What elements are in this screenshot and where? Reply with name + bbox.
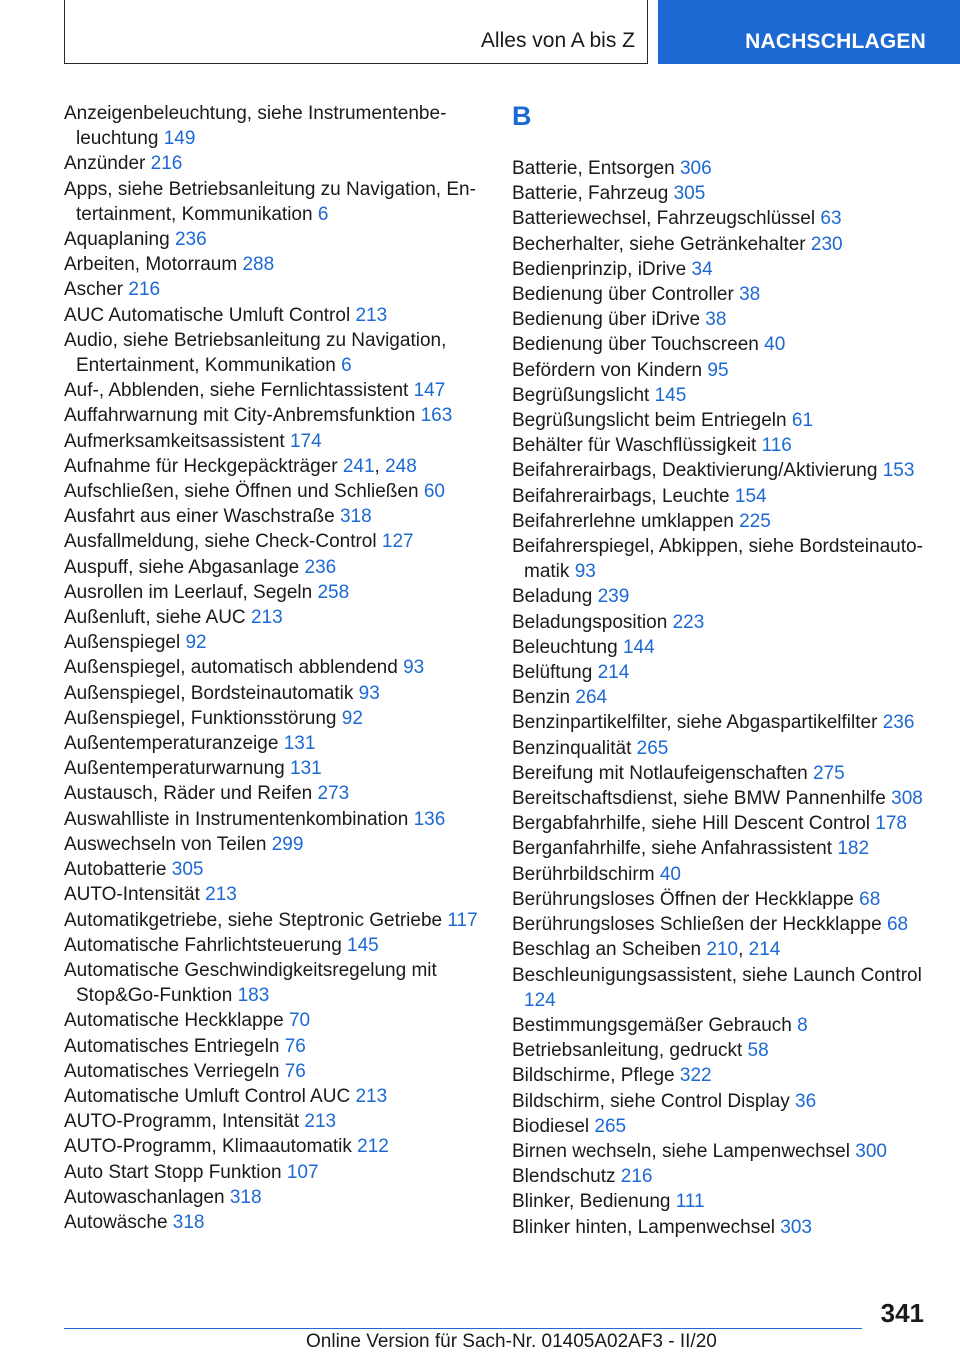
index-entry-text: Außenspiegel	[64, 632, 181, 654]
page-reference-link[interactable]: 239	[597, 586, 630, 608]
index-entry-text: Beifahrerlehne umklappen	[512, 510, 734, 532]
index-letter-heading: B	[512, 101, 532, 131]
page-reference-link[interactable]: 131	[290, 758, 322, 780]
index-entry	[64, 1210, 484, 1235]
index-entry-text: Berganfahrhilfe, siehe Anfahrassistent	[512, 838, 833, 860]
index-entry	[64, 1134, 484, 1159]
page-reference-link[interactable]: 124	[524, 989, 556, 1011]
page-reference-link[interactable]: 288	[242, 254, 275, 276]
index-entry-text: Bereifung mit Notlaufeigenschaften	[512, 762, 808, 784]
page-reference-link[interactable]: 117	[447, 909, 478, 931]
index-entry-text: Bildschirme, Pflege	[512, 1065, 675, 1087]
index-entry-text: AUTO-Programm, Intensität	[64, 1111, 300, 1133]
index-entry	[64, 655, 484, 680]
index-entry: Aufnahme für Heckgepäckträger 241, 248	[64, 455, 417, 477]
index-entry	[64, 1034, 484, 1059]
page-reference-link[interactable]: 93	[403, 657, 425, 679]
index-entry	[64, 857, 484, 882]
index-entry-list	[512, 156, 932, 1240]
index-entry-text: Benzinqualität	[512, 737, 632, 759]
index-entry	[512, 257, 932, 282]
index-entry	[512, 156, 932, 181]
index-column-right	[512, 99, 932, 1240]
index-entry	[512, 1215, 932, 1240]
index-entry-text: Befördern von Kindern	[512, 359, 703, 381]
page-reference-link[interactable]: 216	[620, 1166, 653, 1188]
index-entry	[64, 1059, 484, 1084]
index-entry	[64, 1109, 484, 1134]
index-entry	[512, 458, 932, 483]
page-reference-link[interactable]: 92	[341, 707, 363, 729]
page-reference-link[interactable]: 264	[575, 687, 608, 709]
index-entry	[512, 685, 932, 710]
page-reference-link[interactable]: 213	[205, 884, 237, 906]
page-reference-link[interactable]: 210	[706, 939, 739, 961]
page-reference-link[interactable]: 63	[820, 208, 842, 230]
page-reference-link[interactable]: 273	[317, 783, 350, 805]
page-reference-link[interactable]: 299	[271, 833, 304, 855]
index-entry	[64, 504, 484, 529]
page-reference-link[interactable]: 182	[837, 838, 870, 860]
page-reference-link[interactable]: 36	[795, 1090, 817, 1112]
index-entry	[64, 681, 484, 706]
index-entry-text: Außenspiegel, Bordsteinautomatik	[64, 682, 354, 704]
index-entry-text: Beschlag an Scheiben	[512, 939, 702, 961]
page-reference-link[interactable]: 303	[780, 1216, 812, 1238]
index-entry-text: Autobatterie	[64, 859, 167, 881]
index-entry-text: Batteriewechsel, Fahrzeugschlüssel	[512, 208, 816, 230]
page-reference-link[interactable]: 236	[174, 229, 207, 251]
page-reference-link[interactable]: 300	[855, 1140, 887, 1162]
index-entry	[512, 584, 932, 609]
index-entry	[64, 756, 484, 781]
index-entry	[512, 358, 932, 383]
index-entry-text: Beifahrerairbags, Leuchte	[512, 485, 730, 507]
index-entry-text: AUTO-Intensität	[64, 884, 200, 906]
index-entry	[512, 1089, 932, 1114]
index-entry-text: Auffahrwarnung mit City-Anbremsfunktion	[64, 405, 416, 427]
page-reference-link[interactable]: 154	[734, 485, 767, 507]
footer-divider	[64, 1328, 862, 1329]
index-entry	[512, 383, 932, 408]
index-entry-text: Becherhalter, siehe Getränkehalter	[512, 233, 806, 255]
index-entry	[64, 177, 484, 227]
page-reference-link[interactable]: 258	[317, 581, 350, 603]
index-entry	[512, 232, 932, 257]
index-entry	[64, 882, 484, 907]
index-entry: Beschlag an Scheiben 210, 214	[512, 939, 781, 961]
page-reference-link[interactable]: 223	[672, 611, 705, 633]
page-reference-link[interactable]: 308	[891, 788, 923, 810]
page-reference-link[interactable]: 8	[797, 1014, 808, 1036]
page-reference-link[interactable]: 183	[237, 985, 270, 1007]
index-entry-text: Beifahrerairbags, Deaktivierung/Aktivierung	[512, 460, 878, 482]
index-entry-text: Auspuff, siehe Abgasanlage	[64, 556, 300, 578]
page-reference-link[interactable]: 61	[791, 410, 814, 432]
index-entry-text: Automatische Heckklappe	[64, 1010, 284, 1032]
index-entry-text: Betriebsanleitung, gedruckt	[512, 1040, 743, 1062]
page-reference-link[interactable]: 60	[423, 481, 445, 503]
index-entry	[512, 1139, 932, 1164]
index-entry	[512, 610, 932, 635]
index-entry	[512, 206, 932, 231]
index-entry-text: Batterie, Entsorgen	[512, 158, 675, 179]
index-entry	[512, 761, 932, 786]
index-entry	[64, 227, 484, 252]
index-entry	[512, 484, 932, 509]
index-entry	[64, 933, 484, 958]
page-reference-link[interactable]: 38	[705, 309, 727, 331]
index-entry-text: Beleuchtung	[512, 636, 618, 658]
index-entry	[512, 1038, 932, 1063]
page-reference-link[interactable]: 216	[150, 153, 183, 175]
index-entry-text: Beladung	[512, 586, 593, 608]
page-reference-link[interactable]: 38	[739, 284, 761, 306]
page-reference-link[interactable]: 116	[761, 435, 792, 457]
index-entry	[64, 101, 484, 151]
index-entry-text: Birnen wechseln, siehe Lampenwechsel	[512, 1140, 850, 1162]
page-reference-link[interactable]: 153	[882, 460, 915, 482]
page-reference-link[interactable]: 107	[286, 1161, 319, 1183]
index-entry-text: AUC Automatische Umluft Control	[64, 304, 351, 326]
index-entry-text: Ausfahrt aus einer Waschstraße	[64, 506, 335, 528]
index-entry	[64, 277, 484, 302]
online-version-note: Online Version für Sach-Nr. 01405A02AF3 - II/20	[306, 1331, 717, 1352]
index-entry-text: Außentemperaturanzeige	[64, 733, 279, 755]
page-reference-link[interactable]: 305	[171, 859, 204, 881]
page-reference-link[interactable]: 318	[339, 506, 372, 528]
index-entry-text: Blinker hinten, Lampenwechsel	[512, 1216, 775, 1238]
page-reference-link[interactable]: 305	[673, 183, 706, 205]
index-entry-text: Ausrollen im Leerlauf, Segeln	[64, 581, 313, 603]
index-entry-text: Automatisches Verriegeln	[64, 1060, 280, 1082]
index-entry	[512, 282, 932, 307]
index-entry-text: Anzünder	[64, 153, 146, 175]
index-entry-text: Automatikgetriebe, siehe Steptronic Getriebe	[64, 909, 443, 931]
index-entry	[64, 958, 484, 1008]
page-reference-link[interactable]: 236	[882, 712, 915, 734]
index-entry-text: AUTO-Programm, Klimaautomatik	[64, 1136, 352, 1158]
page-reference-link[interactable]: 248	[385, 455, 417, 477]
page-reference-link[interactable]: 6	[341, 355, 352, 377]
index-entry-text: Automatische Fahrlichtsteuerung	[64, 934, 342, 956]
page-reference-link[interactable]: 213	[355, 304, 388, 326]
index-entry-text: Audio, siehe Betriebsanleitung zu Navigation, Entertainment, Kommunikation	[64, 329, 447, 377]
index-entry	[64, 908, 484, 933]
page-reference-link[interactable]: 216	[128, 279, 161, 301]
index-entry	[64, 529, 484, 554]
index-entry-text: Autowaschanlagen	[64, 1186, 225, 1208]
page-reference-link[interactable]: 68	[859, 888, 881, 910]
index-entry-text: Außenspiegel, Funktionsstörung	[64, 707, 337, 729]
index-entry	[512, 635, 932, 660]
index-entry-text: Auswahlliste in Instrumentenkombination	[64, 808, 409, 830]
page-reference-link[interactable]: 265	[636, 737, 669, 759]
index-entry	[512, 862, 932, 887]
page-reference-link[interactable]: 58	[747, 1040, 769, 1062]
chapter-tab[interactable]	[658, 0, 960, 64]
index-entry-text: Aufschließen, siehe Öffnen und Schließen	[64, 481, 419, 503]
index-entry-text: Ausfallmeldung, siehe Check-Control	[64, 531, 377, 553]
page-reference-link[interactable]: 145	[347, 934, 379, 956]
index-entry-text: Benzinpartikelfilter, siehe Abgaspartikelfilter	[512, 712, 878, 734]
index-entry-text: Autowäsche	[64, 1211, 168, 1233]
index-entry	[512, 1063, 932, 1088]
index-entry	[512, 887, 932, 912]
index-entry	[512, 534, 932, 584]
index-entry	[512, 912, 932, 937]
index-entry-text: Außenluft, siehe AUC	[64, 607, 246, 629]
page-reference-link[interactable]: 318	[229, 1186, 262, 1208]
index-entry-text: Außenspiegel, automatisch abblendend	[64, 657, 398, 679]
page-reference-link[interactable]: 147	[413, 380, 446, 402]
index-entry-text: Behälter für Waschflüssigkeit	[512, 435, 757, 457]
page-reference-link[interactable]: 40	[659, 863, 681, 885]
index-entry-text: Begrüßungslicht beim Entriegeln	[512, 410, 787, 432]
index-entry	[512, 963, 932, 1013]
page-reference-link[interactable]: 322	[679, 1065, 712, 1087]
page-reference-link[interactable]: 230	[810, 233, 843, 255]
index-entry-text: Bedienung über Controller	[512, 284, 734, 306]
index-entry	[512, 786, 932, 811]
index-entry	[64, 479, 484, 504]
index-entry-text: Blendschutz	[512, 1166, 616, 1188]
page-reference-link[interactable]: 145	[654, 384, 687, 406]
index-entry	[512, 408, 932, 433]
index-entry	[64, 429, 484, 454]
index-entry	[512, 736, 932, 761]
page-reference-link[interactable]: 144	[622, 636, 655, 658]
index-entry-text: Batterie, Fahrzeug	[512, 183, 669, 205]
page-reference-link[interactable]: 213	[304, 1111, 337, 1133]
page-number: 341	[880, 1298, 924, 1328]
index-entry	[512, 1114, 932, 1139]
page-reference-link[interactable]: 149	[163, 128, 196, 150]
index-entry-text: Apps, siehe Betriebsanleitung zu Navigation, Entertainment, Kommunikation	[64, 178, 476, 225]
index-entry	[512, 307, 932, 332]
header-frame	[64, 0, 648, 64]
index-entry	[64, 605, 484, 630]
index-entry	[64, 630, 484, 655]
index-entry	[64, 580, 484, 605]
index-entry-text: Bildschirm, siehe Control Display	[512, 1090, 790, 1112]
page-reference-link[interactable]: 212	[357, 1136, 389, 1158]
page-reference-link[interactable]: 265	[594, 1115, 627, 1137]
page-reference-link[interactable]: 6	[317, 203, 329, 225]
index-entry	[64, 378, 484, 403]
index-entry	[64, 832, 484, 857]
index-entry-text: Anzeigenbeleuchtung, siehe Instrumentenbeleuchtung	[64, 103, 447, 150]
index-entry-text: Aufnahme für Heckgepäckträger	[64, 455, 338, 477]
index-entry	[64, 403, 484, 428]
index-entry	[512, 1164, 932, 1189]
index-entry-text: Außentemperaturwarnung	[64, 758, 285, 780]
index-entry	[512, 1013, 932, 1038]
index-entry-text: Bedienung über iDrive	[512, 309, 701, 331]
page-reference-link[interactable]: 214	[748, 939, 781, 961]
index-entry-text: Automatische Umluft Control AUC	[64, 1085, 351, 1107]
index-entry	[512, 811, 932, 836]
page-reference-link[interactable]: 225	[739, 510, 771, 532]
index-entry-text: Beladungsposition	[512, 611, 668, 633]
index-entry-text: Ascher	[64, 279, 124, 301]
index-entry	[512, 1189, 932, 1214]
page-reference-link[interactable]: 306	[679, 158, 712, 179]
index-entry	[64, 328, 484, 378]
index-entry	[64, 303, 484, 328]
page-reference-link[interactable]: 111	[675, 1191, 705, 1213]
index-entry	[512, 710, 932, 735]
page-reference-link[interactable]: 70	[288, 1010, 311, 1032]
index-entry	[64, 151, 484, 176]
page-reference-link[interactable]: 93	[358, 682, 380, 704]
page-reference-link[interactable]: 178	[875, 813, 907, 835]
page-reference-link[interactable]: 93	[574, 561, 596, 583]
index-entry	[64, 731, 484, 756]
index-entry-text: Berührbildschirm	[512, 863, 655, 885]
index-entry	[512, 181, 932, 206]
index-entry-text: Beifahrerspiegel, Abkippen, siehe Bordsteinautomatik	[512, 536, 923, 583]
page-reference-link[interactable]: 95	[707, 359, 729, 381]
index-entry-text: Bedienprinzip, iDrive	[512, 258, 687, 280]
index-column-left	[64, 101, 484, 1235]
index-entry-text: Berührungsloses Schließen der Heckklappe	[512, 914, 882, 936]
page-reference-link[interactable]: 318	[172, 1211, 205, 1233]
index-entry-text: Bedienung über Touchscreen	[512, 334, 759, 356]
index-entry-text: Aquaplaning	[64, 229, 170, 251]
index-entry-text: Bergabfahrhilfe, siehe Hill Descent Control	[512, 813, 871, 835]
index-entry-text: Auswechseln von Teilen	[64, 833, 267, 855]
index-entry	[64, 1185, 484, 1210]
index-entry-text: Auf-, Abblenden, siehe Fernlichtassistent	[64, 380, 409, 402]
page-reference-link[interactable]: 236	[304, 556, 337, 578]
index-entry	[64, 1160, 484, 1185]
index-entry-text: Biodiesel	[512, 1115, 590, 1137]
index-entry	[64, 781, 484, 806]
page-reference-link[interactable]: 213	[355, 1085, 388, 1107]
page-reference-link[interactable]: 241	[342, 455, 375, 477]
page-reference-link[interactable]: 275	[813, 762, 845, 784]
index-entry-text: Bereitschaftsdienst, siehe BMW Pannenhilfe	[512, 788, 886, 810]
page-reference-link[interactable]: 174	[289, 430, 322, 452]
page-reference-link[interactable]: 163	[420, 405, 453, 427]
page-reference-link[interactable]: 127	[381, 531, 414, 553]
index-entry-text: Berührungsloses Öffnen der Heckklappe	[512, 888, 854, 910]
index-entry	[64, 1084, 484, 1109]
page-reference-link[interactable]: 40	[764, 334, 786, 356]
index-entry-text: Beschleunigungsassistent, siehe Launch Control	[512, 964, 922, 986]
index-entry-text: Arbeiten, Motorraum	[64, 254, 238, 276]
index-entry	[512, 836, 932, 861]
page-reference-link[interactable]: 92	[185, 632, 207, 654]
index-entry-text: Begrüßungslicht	[512, 384, 650, 406]
index-entry	[64, 706, 484, 731]
page-reference-link[interactable]: 214	[597, 662, 630, 684]
index-entry-text: Benzin	[512, 687, 571, 709]
index-entry	[512, 433, 932, 458]
page-reference-link[interactable]: 76	[284, 1060, 306, 1082]
chapter-tab-label: NACHSCHLAGEN	[745, 30, 926, 53]
index-entry-text: Aufmerksamkeitsassistent	[64, 430, 285, 452]
index-entry-text: Austausch, Räder und Reifen	[64, 783, 313, 805]
index-entry-text: Auto Start Stopp Funktion	[64, 1161, 282, 1183]
index-entry-text: Blinker, Bedienung	[512, 1191, 671, 1213]
page-reference-link[interactable]: 76	[284, 1035, 306, 1057]
index-entry	[64, 807, 484, 832]
index-entry	[512, 332, 932, 357]
page-reference-link[interactable]: 68	[886, 914, 909, 936]
index-entry	[64, 252, 484, 277]
index-entry-text: Automatisches Entriegeln	[64, 1035, 280, 1057]
page-reference-link[interactable]: 213	[250, 607, 283, 629]
page-reference-link[interactable]: 136	[413, 808, 446, 830]
index-entry	[64, 555, 484, 580]
index-entry-text: Belüftung	[512, 662, 593, 684]
page-reference-link[interactable]: 34	[691, 258, 713, 280]
index-entry	[64, 1008, 484, 1033]
index-entry	[512, 660, 932, 685]
index-entry-text: Automatische Geschwindigkeitsregelung mit Stop&Go-Funktion	[64, 959, 437, 1007]
index-entry	[512, 509, 932, 534]
page-reference-link[interactable]: 131	[283, 733, 316, 755]
index-entry-text: Bestimmungsgemäßer Gebrauch	[512, 1014, 792, 1036]
section-title: Alles von A bis Z	[480, 29, 635, 52]
